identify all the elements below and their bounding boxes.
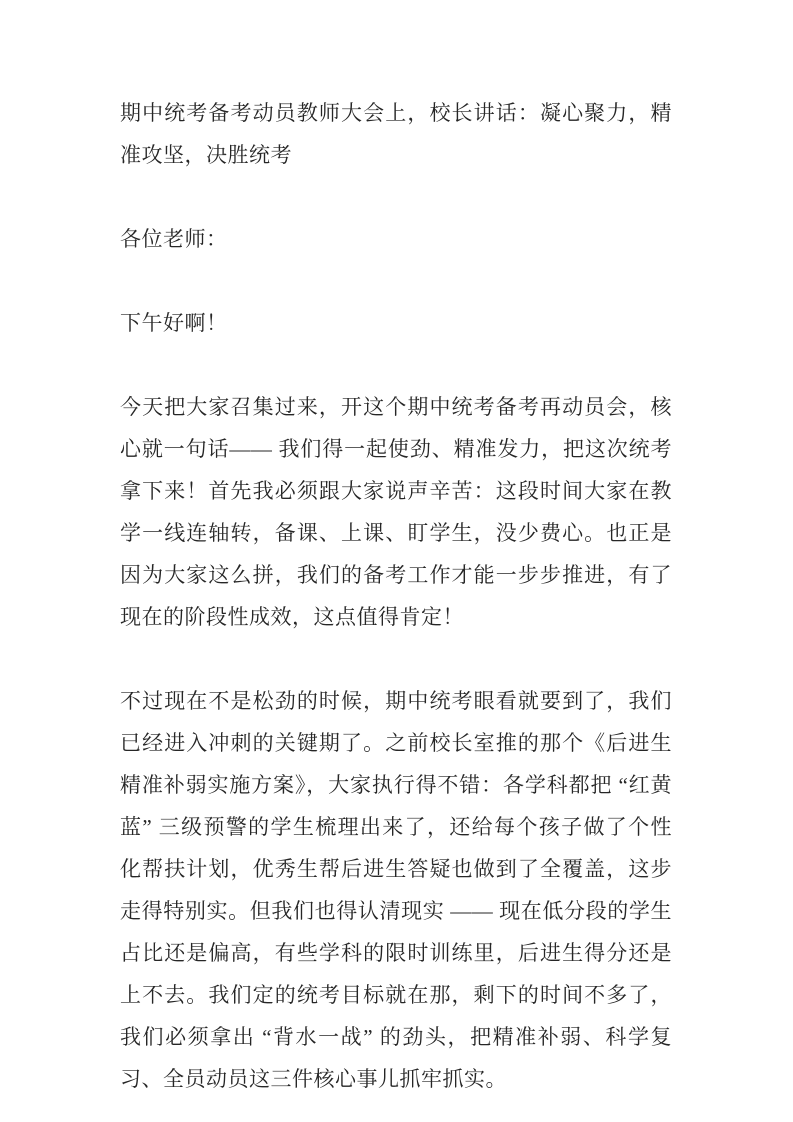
body-paragraph-2: 不过现在不是松劲的时候，期中统考眼看就要到了，我们已经进入冲刺的关键期了。之前校长室推的那个《后进生精准补弱实施方案》，大家执行得不错：各学科都把 “红黄蓝” 三级预警的学生梳理出来了，还给每个孩子做了个性化帮扶计划，优秀生帮后进生答疑也做到了全覆盖，这步走得特别实。但我们也得认清现实 —— 现在低分段的学生占比还是偏高，有些学科的限时训练里，后进生得分还是上不去。我们定的统考目标就在那，剩下的时间不多了，我们必须拿出 “背水一战” 的劲头，把精准补弱、科学复习、全员动员这三件核心事儿抓牢抓实。 [120,689,672,1091]
salutation-line: 各位老师： [120,227,228,251]
document-body [120,92,672,1100]
body-paragraph-1: 今天把大家召集过来，开这个期中统考备考再动员会，核心就一句话—— 我们得一起使劲、精准发力，把这次统考拿下来！首先我必须跟大家说声辛苦：这段时间大家在教学一线连轴转，备课、上课、盯学生，没少费心。也正是因为大家这么拼，我们的备考工作才能一步步推进，有了现在的阶段性成效，这点值得肯定！ [120,395,672,629]
document-title: 期中统考备考动员教师大会上，校长讲话：凝心聚力，精准攻坚，决胜统考 [120,101,672,167]
greeting-line: 下午好啊！ [120,311,228,335]
